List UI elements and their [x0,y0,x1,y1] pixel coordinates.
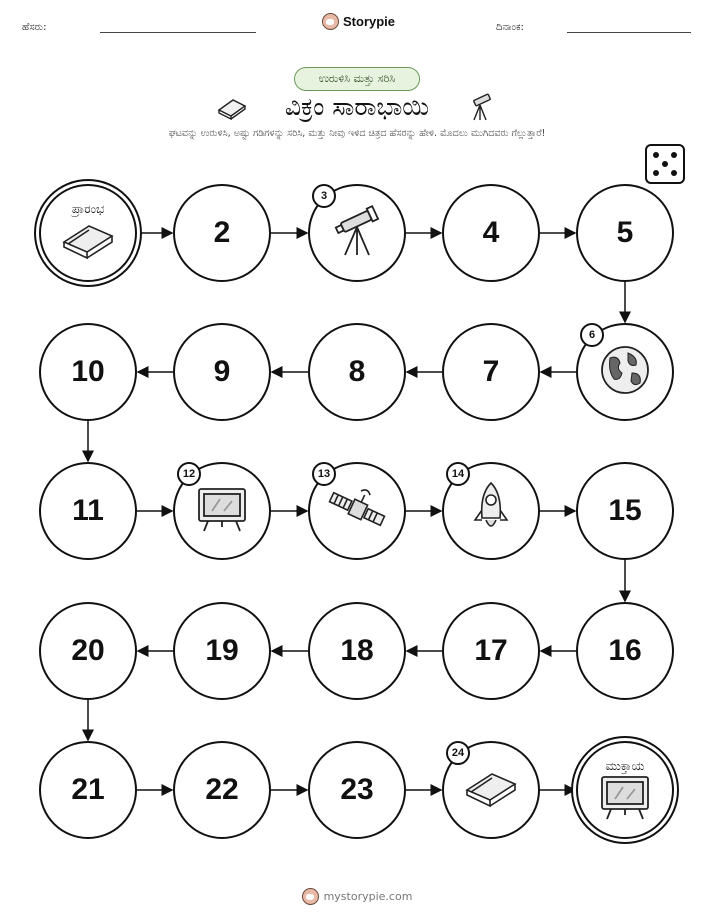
book-icon [59,218,117,266]
board-space-4 [442,184,540,282]
name-label: ಹೆಸರು: [22,22,47,33]
space-number-badge: 24 [446,741,470,765]
board-space-3 [308,184,406,282]
space-number: 15 [608,494,642,527]
board-space-17 [442,602,540,700]
bear-logo-icon [302,888,319,905]
board-space-19 [173,602,271,700]
blackboard-icon [194,485,250,537]
board-space-10 [39,323,137,421]
telescope-icon [329,203,385,263]
board-space-16 [576,602,674,700]
space-number-badge: 13 [312,462,336,486]
board-space-9 [173,323,271,421]
space-number: 4 [482,216,500,249]
space-number: 5 [616,216,634,249]
board-space-7 [442,323,540,421]
space-number-badge: 14 [446,462,470,486]
page-title: ವಿಕ್ರಂ ಸಾರಾಭಾಯಿ [284,92,430,121]
finish-space [576,741,674,839]
board-space-2 [173,184,271,282]
board-space-15 [576,462,674,560]
footer [0,888,714,905]
board-space-12 [173,462,271,560]
space-number: 20 [71,634,105,667]
board-space-6 [576,323,674,421]
board-space-22 [173,741,271,839]
space-number: 2 [213,216,231,249]
space-number-badge: 3 [312,184,336,208]
space-number: 23 [340,773,374,806]
instructions: ಘಟವನ್ನು ಉರುಳಿಸಿ, ಅಷ್ಟು ಗಡಿಗಳನ್ನು ಸರಿಸಿ, ಮತ್ತು ನೀವು ಇಳಿದ ಚಿತ್ರದ ಹೆಸರನ್ನು ಹೇಳಿ. ಮೊದಲು ಮುಗಿದವರು ಗೆಲ್ಲುತ್ತಾರೆ! [168,128,546,139]
start-space [39,184,137,282]
space-number: 18 [340,634,374,667]
space-number-badge: 6 [580,323,604,347]
footer-site: mystorypie.com [323,890,413,903]
start-label: ಪ್ರಾರಂಭ [71,202,105,216]
brand-name: Storypie [343,14,396,29]
space-number: 8 [348,355,366,388]
space-number: 16 [608,634,642,667]
board-space-11 [39,462,137,560]
space-number-badge: 12 [177,462,201,486]
board-space-8 [308,323,406,421]
space-number: 21 [71,773,105,806]
board-space-14 [442,462,540,560]
board-space-13 [308,462,406,560]
board-space-18 [308,602,406,700]
board-space-5 [576,184,674,282]
space-number: 19 [205,634,239,667]
satellite-icon [327,481,387,541]
space-number: 22 [205,773,239,806]
board-space-24 [442,741,540,839]
space-number: 7 [482,355,500,388]
space-number: 9 [213,355,231,388]
game-type-tag: ಉರುಳಿಸಿ ಮತ್ತು ಸರಿಸಿ [294,67,420,91]
board-space-20 [39,602,137,700]
board-space-23 [308,741,406,839]
finish-label: ಮುಕ್ತಾಯ [605,759,645,773]
date-label: ದಿನಾಂಕ: [496,22,524,33]
board-space-21 [39,741,137,839]
globe-icon [598,343,652,401]
space-number: 17 [474,634,508,667]
space-number: 10 [71,355,105,388]
rocket-icon [471,480,511,542]
space-number: 11 [72,494,104,527]
blackboard-icon [597,773,653,825]
book-icon [462,766,520,814]
